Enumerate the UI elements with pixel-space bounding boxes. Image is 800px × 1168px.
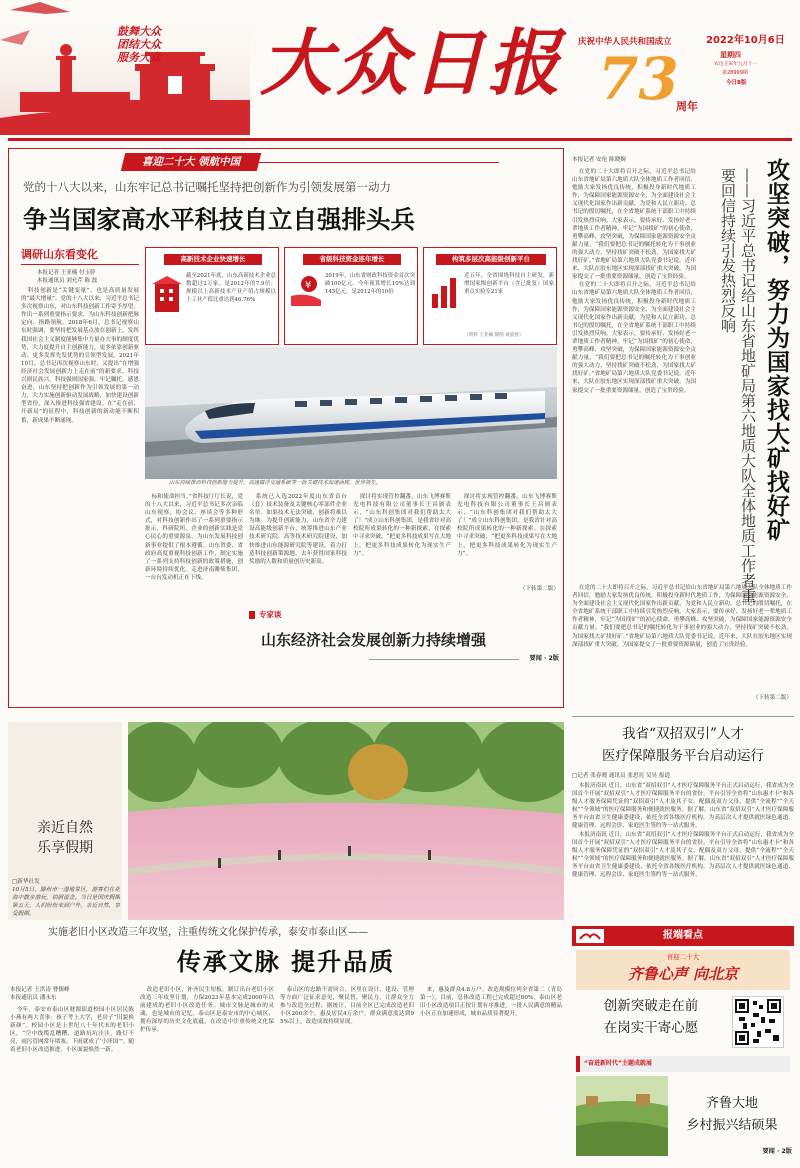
section-label: 调研山东看变化: [21, 248, 98, 261]
promo-tag-marker: [576, 1056, 580, 1072]
qr-code[interactable]: [732, 996, 784, 1048]
photo-caption: 10月5日，滕州市一湿地景区，游客们在花海中散步游玩，拍照留念。当日是国庆假期第五天，人们纷纷来到户外，亲近自然，享受假期。: [12, 887, 120, 918]
slogan: 团结大众: [117, 38, 161, 51]
slogan: 服务大众: [117, 51, 161, 64]
kicker: 实施老旧小区改造三年攻坚，注重传统文化保护传承，泰安市泰山区——: [48, 927, 368, 938]
continued-note: （下转第二版）: [752, 695, 792, 701]
body-text: 改造老旧小区，补齐民生短板。制订出台老旧小区改造三年攻坚计划，力保2023年基本完成2000年以前建成的老旧小区改造任务。城市文脉是城市的灵魂，也是城市的记忆。泰山区是泰安市的中心城区，拥有深厚的历史文化底蕴，在改造中注重传统文化保护传承。: [140, 987, 274, 1034]
body-text: 今年，泰安市泰山区财源街道校园小区居民陈小燕有两大喜事：孩子考上大学，老房子“旧貌换新颜”。校园小区是上世纪八十年代末的老旧小区，“空中线缆乱糟糟，道路坑坑洼洼，路灯不亮，雨污管网常年堵塞，下雨就成了‘小泽国’”。随着老旧小区改造推进，小区面貌焕然一新。: [10, 1007, 134, 1054]
commentary-box: [249, 609, 559, 699]
commentary-rule: [369, 659, 519, 660]
info-panel: [284, 247, 418, 345]
money-hand-icon: [291, 274, 323, 306]
headline: 医疗保障服务平台启动运行: [602, 748, 764, 764]
promo-tag: “奋进新时代”主题成就展: [584, 1060, 652, 1067]
page-count: 今日8版: [726, 80, 747, 86]
masthead: [0, 0, 800, 150]
byline: [37, 269, 147, 287]
lead-story: [8, 148, 564, 708]
promo-banner[interactable]: [576, 950, 790, 990]
anniversary-unit: 周年: [676, 100, 698, 113]
divider: [572, 716, 794, 717]
banner-text: 喜迎二十大 领航中国: [141, 156, 241, 168]
slogan-list: [117, 25, 187, 64]
photo-credit: □新华社发: [12, 879, 40, 885]
kicker: 党的十八大以来，山东牢记总书记嘱托坚持把创新作为引领发展第一动力: [23, 180, 391, 194]
anniversary-number: 73: [598, 45, 679, 113]
photo-title: 乐享假期: [37, 840, 93, 856]
newspaper-title: 大众日报: [260, 20, 565, 105]
promo-item-title[interactable]: 乡村振兴结硕果: [686, 1118, 778, 1133]
panel-text: 2019年，山东省财政科技资金首次突破100亿元。今年预算增长10%达到145亿元，是2012年的10倍: [325, 273, 415, 295]
photo-title: 亲近自然: [37, 820, 93, 836]
infographic: [145, 247, 557, 347]
banner-main: 齐鲁心声 向北京: [627, 965, 739, 983]
promo-item-title[interactable]: 创新突破走在前: [603, 998, 699, 1014]
body-column: [10, 1006, 134, 1160]
commentary-title: 山东经济社会发展创新力持续增强: [261, 631, 487, 649]
headline: 传承文脉 提升品质: [176, 947, 396, 976]
byline-line: 本报记者 王洪涛 曹儒峰: [10, 987, 70, 993]
tiananmen-illustration: [0, 0, 250, 135]
issue-number: 第28999期: [722, 70, 748, 76]
body-column: [249, 493, 347, 605]
promo-header: 报端看点: [663, 930, 703, 941]
byline: 本报记者 安伦 陈晓婉: [572, 157, 626, 163]
feature-photo: [128, 722, 564, 920]
body-column: [457, 493, 557, 583]
photo-side-box: [8, 722, 122, 920]
continued-note: （下转第二版）: [519, 586, 559, 592]
body-column: [572, 584, 792, 694]
banner-line: [259, 162, 499, 163]
info-panel: [145, 247, 279, 345]
promo-item-title[interactable]: 齐鲁大地: [705, 1096, 758, 1111]
info-panel: [423, 247, 557, 345]
page-ref-link[interactable]: 要闻 · 2版: [529, 655, 559, 662]
body-text: 本报济南讯 近日，山东省“双招双引”人才医疗保障服务平台正式启动运行，我省成为全国首个开展“双招双引”人才医疗保障服务平台的省份。平台引导全省将“山东惠才卡”和各级人才服务保障凭证的“双招双引”人才及其子女、配偶及双方父母，提供“全流程”“全天候”“全领域”的医疗保障服务和便捷就医服务。据了解，山东省“双招双引”人才医疗保障服务平台由省卫生健康委建设，依托全省各级医疗机构，为高层次人才提供就医绿色通道、健康管理、远程会诊、家庭医生签约等一站式服务。: [572, 831, 794, 879]
body-column: [353, 493, 451, 583]
body-text: 在党的二十大即将召开之际，习近平总书记给山东省地矿局第六地质大队全体地质工作者回信，勉励大家发扬优良传统，积极投身新时代地质工作，为保障国家能源资源安全、为全面建设社会主义现代化国家作出新贡献，为党和人民立新功。总书记的殷切嘱托，在全省地矿系统干部职工中持续引发热烈反响。大家表示，要传承好、发扬好老一辈地质工作者精神，牢记“为国找矿”的初心使命，勇攀高峰、攻坚突破，为保障国家能源资源安全贡献力量。“我们要把总书记的嘱托转化为干事创业的强大动力，坚持找矿突破不松劲，为国家找大矿找好矿。”省地矿局第六地质大队党委书记说。近年来，大队在胶东地区实现深部找矿重大突破，为国家提交了一批重要资源储量，创造了宝贵经验。: [572, 585, 792, 648]
body-text: 探讨将实现管控翻番。山东飞博赛斯光电科技有限公司董事长王昌颁表示，“山东科创集团对我们帮助太大了！”成立山东科创集团，是我省针对高校院所成果转化的一种新探索。在探索中寻求突破，“把更多科技成果写在大地上，把更多科技成果转化为现实生产力”。: [353, 494, 451, 557]
promo-item-title[interactable]: 在岗实干寄心愿: [603, 1020, 699, 1036]
celebrate-text: 庆祝中华人民共和国成立: [578, 37, 672, 47]
body-text: 科技创新是“关键变量”，也是高质量发展的“最大增量”。党的十八大以来，习近平总书记多次视察山东，对山东科技创新工作寄予厚望。作出一系列重要指示要求，为山东科技创新把脉定向、指路领航。2018年6月，总书记视察山东时强调，要坚持把发展基点放在创新上，发挥我国社会主义制度能够集中力量办大事的制度优势，大力度提升自主创新能力，更多依靠创新驱动、更多发挥先发优势的引领型发展。2021年10月，总书记再次视察山东时，又提出“在增强经济社会发展创新力上走在前”的新要求。科技兴则民族兴，科技强则国家强。牢记嘱托，感恩奋进，山东坚持把创新作为引领发展的第一动力，大力实施创新驱动发展战略，加快建设创新型省份，深入推进科技强省建设。在“走在前、开新局”的征程中，科技创新的新动能不断积蓄，新成果不断涌现。: [21, 288, 139, 424]
masthead-rule: [8, 138, 792, 141]
body-text: 在党的二十大即将召开之际，习近平总书记给山东省地矿局第六地质大队全体地质工作者回信，勉励大家发扬优良传统，积极投身新时代地质工作，为保障国家能源资源安全、为全面建设社会主义现代化国家作出新贡献，为党和人民立新功。总书记的殷切嘱托，在全省地矿系统干部职工中持续引发热烈反响。大家表示，要传承好、发扬好老一辈地质工作者精神，牢记“为国找矿”的初心使命，勇攀高峰、攻坚突破，为保障国家能源资源安全贡献力量。“我们要把总书记的嘱托转化为干事创业的强大动力，坚持找矿突破不松劲，为国家找大矿找好矿。”省地矿局第六地质大队党委书记说。近年来，大队在胶东地区实现深部找矿重大突破，为国家提交了一批重要资源储量，创造了宝贵经验。: [572, 282, 696, 394]
commentary-marker: [249, 611, 255, 619]
headline: 我省“双招双引”人才: [622, 726, 744, 742]
body-column: [145, 493, 243, 699]
weekday: 星期四: [720, 51, 741, 59]
photo-caption: 山东持续推动科技创新能力提升。高速磁浮交通系统等一批关键技术加速涌现，世界领先。: [169, 480, 381, 486]
svg-text:¥: ¥: [305, 280, 312, 291]
section-underline: [21, 264, 139, 265]
health-story: [572, 716, 794, 924]
body-column: [572, 168, 696, 582]
subheadline: ——习近平总书记给山东省地矿局第六地质大队全体地质工作者重要回信持续引发热烈反响: [719, 168, 757, 603]
byline-line: 本报记者 王亚楠 付玉婷: [37, 270, 96, 276]
body-text: 来，惠及群众4.8万户。改造规模位列全省第二（青岛第一）。目前，总体改造工程已完成超过80%，泰山区老旧小区改造项目正按计划有序推进，一批人民满意的精品小区正在加速形成，城市品质显著提升。: [420, 987, 562, 1018]
body-text: 在党的二十大即将召开之际，习近平总书记给山东省地矿局第六地质大队全体地质工作者回信，勉励大家发扬优良传统，积极投身新时代地质工作，为保障国家能源资源安全、为全面建设社会主义现代化国家作出新贡献，为党和人民立新功。总书记的殷切嘱托，在全省地矿系统干部职工中持续引发热烈反响。大家表示，要传承好、发扬好老一辈地质工作者精神，牢记“为国找矿”的初心使命，勇攀高峰、攻坚突破，为保障国家能源资源安全贡献力量。“我们要把总书记的嘱托转化为干事创业的强大动力，坚持找矿突破不松劲，为国家找大矿找好矿。”省地矿局第六地质大队党委书记说。近年来，大队在胶东地区实现深部找矿重大突破，为国家提交了一批重要资源储量，创造了宝贵经验。: [572, 169, 696, 281]
body-column: [21, 287, 139, 699]
body-column: [280, 986, 414, 1160]
headline: 争当国家高水平科技自立自强排头兵: [23, 205, 415, 234]
panel-text: 近五年，全省围绕科技自主研发，新增国家级创新平台（含已批复）国家重点实验室21家: [464, 273, 554, 295]
infographic-credit: （资料 王亚楠 制图 谈骁曾）: [464, 333, 524, 338]
body-text: 探讨将实现管控翻番。山东飞博赛斯光电科技有限公司董事长王昌颁表示，“山东科创集团对我们帮助太大了！”成立山东科创集团，是我省针对高校院所成果转化的一种新探索。在探索中寻求突破，“把更多科技成果写在大地上，把更多科技成果转化为现实生产力”。: [457, 494, 557, 557]
byline: [10, 986, 134, 1004]
body-column: [420, 986, 562, 1160]
byline-line: 本报通讯员 刘允芹 陈 磊: [37, 278, 98, 284]
banner-top: 喜迎二十大: [666, 953, 700, 961]
lunar-date: 农历壬寅年九月十一: [714, 62, 758, 67]
old-community-story: [8, 926, 564, 1162]
bar-chart-icon: [430, 274, 462, 308]
body-column: [140, 986, 274, 1160]
commentary-tag: 专家谈: [259, 610, 282, 619]
body-column: [572, 782, 794, 922]
page-ref-link[interactable]: 要闻 · 2版: [762, 1148, 792, 1155]
byline: □记者 张春晓 通讯员 张思亮 吴昊 报道: [572, 773, 671, 779]
building-icon: [152, 276, 182, 312]
right-story: [572, 148, 794, 708]
issue-date: 2022年10月6日: [706, 35, 785, 46]
body-text: 标和使命担当。”省科技厅厅长说，党的十八大以来，习近平总书记多次亲临山东视察，协会议、座谈会等多种形式，对科技创新作出了一系列重要指示批示，科研院所、企业的创新实践是党心民心的重要源泉，为山东发展科技创新事业提供了根本遵循。山东省委、省政府高度重视科技创新工作，制定实施了一系列支持科技创新的政策措施，创新环境持续优化。走进济南潍柴集团，一台台发动机正在下线。: [145, 494, 243, 581]
panel-title: 高新技术企业快速增长: [164, 254, 262, 265]
slogan: 鼓舞大众: [117, 25, 161, 38]
panel-text: 截至2021年底，山东高新技术企业总数超过2万家。是2012年的7.9倍；规模以上高新技术产业产值占规模以上工业产值比重达到46.76%: [186, 273, 276, 303]
promo-tag-bar: [576, 1056, 790, 1072]
rural-photo: [576, 1076, 668, 1156]
body-text: 本报济南讯 近日，山东省“双招双引”人才医疗保障服务平台正式启动运行，我省成为全国首个开展“双招双引”人才医疗保障服务平台的省份。平台引导全省将“山东惠才卡”和各级人才服务保障凭证的“双招双引”人才及其子女、配偶及双方父母，提供“全流程”“全天候”“全领域”的医疗保障服务和便捷就医服务。据了解，山东省“双招双引”人才医疗保障服务平台由省卫生健康委建设，依托全省各级医疗机构，为高层次人才提供就医绿色通道、健康管理、远程会诊、家庭医生签约等一站式服务。: [572, 783, 794, 830]
panel-title: 省级科技资金连年增长: [303, 254, 401, 265]
maglev-train-photo: [145, 347, 557, 479]
byline-line: 本报通讯员 潘永东: [10, 995, 57, 1002]
promo-box: [572, 926, 794, 1162]
body-text: 泰山区的忠路不需回合。区里在设计、建设、管理等方面广泛征求意见，聚民智、聚民力。让群众全力参与改造全过程。据统计，目前全区已完成改造老旧小区200余个，惠及居民4万余户，群众满意度达到95%以上，改造成效持续显现。: [280, 987, 414, 1026]
panel-title: 构筑多层次高能级创新平台: [436, 254, 546, 265]
headline: 攻坚突破，努力为国家找大矿找好矿: [763, 158, 790, 542]
body-text: 系统已入选2022年度山东省首台（套）技术装备及关键核心零部件企业名单。如果技术无法突破，创新将难以为继。为提升创新能力，山东省全力建设高能级创新平台，统筹推进山东产业技术研究院、高等技术研究院建设，加快推进山东能源研究院等建设，着力打造科技创新策源地。去年获得国家科技奖励的人数和质量创历史新高。: [249, 494, 347, 565]
